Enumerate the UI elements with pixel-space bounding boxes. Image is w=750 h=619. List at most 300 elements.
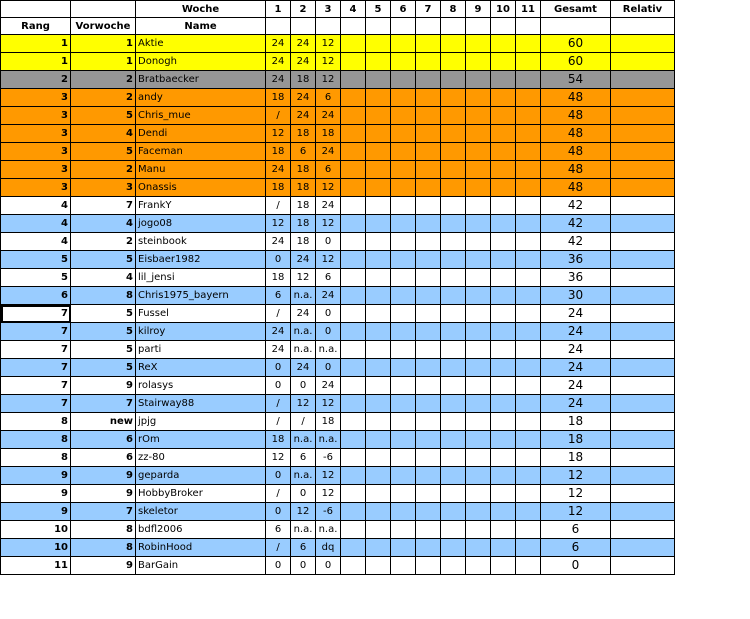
week-7-cell[interactable] — [416, 467, 441, 485]
week-1-cell[interactable]: 12 — [266, 449, 291, 467]
week-6-cell[interactable] — [391, 359, 416, 377]
header-week-1[interactable]: 1 — [266, 1, 291, 18]
week-5-cell[interactable] — [366, 431, 391, 449]
week-8-cell[interactable] — [441, 179, 466, 197]
relativ-cell[interactable] — [611, 359, 675, 377]
week-4-cell[interactable] — [341, 557, 366, 575]
week-2-cell[interactable]: n.a. — [291, 341, 316, 359]
header-vorwoche[interactable]: Vorwoche — [71, 18, 136, 35]
week-9-cell[interactable] — [466, 161, 491, 179]
week-8-cell[interactable] — [441, 143, 466, 161]
week-8-cell[interactable] — [441, 413, 466, 431]
week-9-cell[interactable] — [466, 359, 491, 377]
week-8-cell[interactable] — [441, 89, 466, 107]
week-3-cell[interactable]: 24 — [316, 143, 341, 161]
week-6-cell[interactable] — [391, 377, 416, 395]
week-9-cell[interactable] — [466, 305, 491, 323]
week-3-cell[interactable]: -6 — [316, 503, 341, 521]
relativ-cell[interactable] — [611, 413, 675, 431]
week-1-cell[interactable]: 24 — [266, 341, 291, 359]
week-10-cell[interactable] — [491, 323, 516, 341]
week-11-cell[interactable] — [516, 341, 541, 359]
week-4-cell[interactable] — [341, 323, 366, 341]
week-6-cell[interactable] — [391, 215, 416, 233]
week-4-cell[interactable] — [341, 305, 366, 323]
week-6-cell[interactable] — [391, 269, 416, 287]
rang-cell[interactable]: 7 — [1, 359, 71, 377]
rang-cell[interactable]: 5 — [1, 269, 71, 287]
vorwoche-cell[interactable]: 4 — [71, 125, 136, 143]
rang-cell[interactable]: 10 — [1, 539, 71, 557]
week-10-cell[interactable] — [491, 143, 516, 161]
header-cell-empty[interactable] — [1, 1, 71, 18]
week-1-cell[interactable]: 0 — [266, 251, 291, 269]
vorwoche-cell[interactable]: 2 — [71, 233, 136, 251]
week-7-cell[interactable] — [416, 71, 441, 89]
week-5-cell[interactable] — [366, 179, 391, 197]
week-9-cell[interactable] — [466, 107, 491, 125]
week-11-cell[interactable] — [516, 359, 541, 377]
rang-cell[interactable]: 9 — [1, 485, 71, 503]
week-9-cell[interactable] — [466, 521, 491, 539]
week-4-cell[interactable] — [341, 179, 366, 197]
relativ-cell[interactable] — [611, 323, 675, 341]
week-1-cell[interactable]: 18 — [266, 89, 291, 107]
name-cell[interactable]: jogo08 — [136, 215, 266, 233]
vorwoche-cell[interactable]: 5 — [71, 341, 136, 359]
name-cell[interactable]: Eisbaer1982 — [136, 251, 266, 269]
week-1-cell[interactable]: / — [266, 413, 291, 431]
week-4-cell[interactable] — [341, 233, 366, 251]
week-3-cell[interactable]: 6 — [316, 161, 341, 179]
week-3-cell[interactable]: 24 — [316, 377, 341, 395]
week-5-cell[interactable] — [366, 359, 391, 377]
relativ-cell[interactable] — [611, 35, 675, 53]
week-6-cell[interactable] — [391, 143, 416, 161]
week-2-cell[interactable]: 24 — [291, 89, 316, 107]
relativ-cell[interactable] — [611, 269, 675, 287]
header-week-4[interactable]: 4 — [341, 1, 366, 18]
week-5-cell[interactable] — [366, 557, 391, 575]
week-11-cell[interactable] — [516, 161, 541, 179]
week-7-cell[interactable] — [416, 413, 441, 431]
week-5-cell[interactable] — [366, 413, 391, 431]
week-2-cell[interactable]: n.a. — [291, 467, 316, 485]
vorwoche-cell[interactable]: 5 — [71, 143, 136, 161]
relativ-cell[interactable] — [611, 107, 675, 125]
week-10-cell[interactable] — [491, 467, 516, 485]
week-10-cell[interactable] — [491, 35, 516, 53]
name-cell[interactable]: Chris_mue — [136, 107, 266, 125]
week-5-cell[interactable] — [366, 467, 391, 485]
header-cell-empty[interactable] — [516, 18, 541, 35]
gesamt-cell[interactable]: 24 — [541, 341, 611, 359]
week-10-cell[interactable] — [491, 251, 516, 269]
rang-cell[interactable]: 9 — [1, 503, 71, 521]
name-cell[interactable]: rOm — [136, 431, 266, 449]
week-3-cell[interactable]: 12 — [316, 485, 341, 503]
week-11-cell[interactable] — [516, 215, 541, 233]
week-10-cell[interactable] — [491, 305, 516, 323]
week-6-cell[interactable] — [391, 557, 416, 575]
week-3-cell[interactable]: 0 — [316, 557, 341, 575]
rang-cell[interactable]: 1 — [1, 35, 71, 53]
gesamt-cell[interactable]: 42 — [541, 215, 611, 233]
week-11-cell[interactable] — [516, 143, 541, 161]
week-11-cell[interactable] — [516, 413, 541, 431]
week-9-cell[interactable] — [466, 287, 491, 305]
week-2-cell[interactable]: 18 — [291, 215, 316, 233]
week-9-cell[interactable] — [466, 215, 491, 233]
vorwoche-cell[interactable]: 4 — [71, 269, 136, 287]
week-8-cell[interactable] — [441, 125, 466, 143]
rang-cell[interactable]: 3 — [1, 107, 71, 125]
week-9-cell[interactable] — [466, 539, 491, 557]
week-3-cell[interactable]: 0 — [316, 323, 341, 341]
relativ-cell[interactable] — [611, 341, 675, 359]
week-9-cell[interactable] — [466, 125, 491, 143]
week-3-cell[interactable]: n.a. — [316, 431, 341, 449]
week-6-cell[interactable] — [391, 341, 416, 359]
week-2-cell[interactable]: 0 — [291, 557, 316, 575]
week-3-cell[interactable]: 12 — [316, 53, 341, 71]
week-11-cell[interactable] — [516, 323, 541, 341]
week-10-cell[interactable] — [491, 107, 516, 125]
header-week-5[interactable]: 5 — [366, 1, 391, 18]
week-11-cell[interactable] — [516, 431, 541, 449]
week-5-cell[interactable] — [366, 377, 391, 395]
week-2-cell[interactable]: 18 — [291, 125, 316, 143]
vorwoche-cell[interactable]: 7 — [71, 197, 136, 215]
rang-cell[interactable]: 5 — [1, 251, 71, 269]
week-7-cell[interactable] — [416, 89, 441, 107]
week-8-cell[interactable] — [441, 35, 466, 53]
header-cell-empty[interactable] — [366, 18, 391, 35]
gesamt-cell[interactable]: 48 — [541, 161, 611, 179]
week-3-cell[interactable]: 24 — [316, 107, 341, 125]
week-1-cell[interactable]: 0 — [266, 359, 291, 377]
rang-cell[interactable]: 6 — [1, 287, 71, 305]
header-name[interactable]: Name — [136, 18, 266, 35]
week-7-cell[interactable] — [416, 431, 441, 449]
week-7-cell[interactable] — [416, 485, 441, 503]
name-cell[interactable]: HobbyBroker — [136, 485, 266, 503]
relativ-cell[interactable] — [611, 521, 675, 539]
week-4-cell[interactable] — [341, 197, 366, 215]
week-1-cell[interactable]: / — [266, 395, 291, 413]
week-5-cell[interactable] — [366, 323, 391, 341]
week-8-cell[interactable] — [441, 269, 466, 287]
week-2-cell[interactable]: 6 — [291, 449, 316, 467]
week-11-cell[interactable] — [516, 251, 541, 269]
rang-cell[interactable]: 3 — [1, 179, 71, 197]
week-10-cell[interactable] — [491, 161, 516, 179]
week-1-cell[interactable]: / — [266, 305, 291, 323]
week-1-cell[interactable]: 24 — [266, 35, 291, 53]
week-7-cell[interactable] — [416, 269, 441, 287]
name-cell[interactable]: Faceman — [136, 143, 266, 161]
rang-cell[interactable]: 3 — [1, 143, 71, 161]
week-3-cell[interactable]: n.a. — [316, 341, 341, 359]
week-1-cell[interactable]: 24 — [266, 71, 291, 89]
name-cell[interactable]: RobinHood — [136, 539, 266, 557]
week-3-cell[interactable]: 18 — [316, 413, 341, 431]
week-3-cell[interactable]: 24 — [316, 287, 341, 305]
rang-cell[interactable]: 7 — [1, 305, 71, 323]
week-2-cell[interactable]: 0 — [291, 485, 316, 503]
name-cell[interactable]: Aktie — [136, 35, 266, 53]
week-10-cell[interactable] — [491, 179, 516, 197]
week-8-cell[interactable] — [441, 305, 466, 323]
gesamt-cell[interactable]: 18 — [541, 431, 611, 449]
week-6-cell[interactable] — [391, 251, 416, 269]
rang-cell[interactable]: 9 — [1, 467, 71, 485]
week-9-cell[interactable] — [466, 467, 491, 485]
week-8-cell[interactable] — [441, 197, 466, 215]
gesamt-cell[interactable]: 48 — [541, 107, 611, 125]
week-8-cell[interactable] — [441, 449, 466, 467]
week-3-cell[interactable]: -6 — [316, 449, 341, 467]
gesamt-cell[interactable]: 6 — [541, 521, 611, 539]
week-6-cell[interactable] — [391, 503, 416, 521]
gesamt-cell[interactable]: 54 — [541, 71, 611, 89]
week-8-cell[interactable] — [441, 485, 466, 503]
week-4-cell[interactable] — [341, 35, 366, 53]
week-10-cell[interactable] — [491, 557, 516, 575]
week-2-cell[interactable]: 24 — [291, 107, 316, 125]
header-week-3[interactable]: 3 — [316, 1, 341, 18]
week-11-cell[interactable] — [516, 197, 541, 215]
header-week-8[interactable]: 8 — [441, 1, 466, 18]
week-4-cell[interactable] — [341, 215, 366, 233]
week-3-cell[interactable]: 18 — [316, 125, 341, 143]
name-cell[interactable]: jpjg — [136, 413, 266, 431]
week-6-cell[interactable] — [391, 323, 416, 341]
week-11-cell[interactable] — [516, 35, 541, 53]
week-8-cell[interactable] — [441, 161, 466, 179]
week-6-cell[interactable] — [391, 521, 416, 539]
relativ-cell[interactable] — [611, 53, 675, 71]
week-10-cell[interactable] — [491, 215, 516, 233]
week-3-cell[interactable]: 0 — [316, 305, 341, 323]
header-relativ[interactable]: Relativ — [611, 1, 675, 18]
gesamt-cell[interactable]: 24 — [541, 395, 611, 413]
vorwoche-cell[interactable]: 4 — [71, 215, 136, 233]
week-8-cell[interactable] — [441, 431, 466, 449]
week-5-cell[interactable] — [366, 71, 391, 89]
week-2-cell[interactable]: 24 — [291, 305, 316, 323]
week-9-cell[interactable] — [466, 323, 491, 341]
week-9-cell[interactable] — [466, 251, 491, 269]
week-9-cell[interactable] — [466, 431, 491, 449]
gesamt-cell[interactable]: 12 — [541, 503, 611, 521]
week-10-cell[interactable] — [491, 503, 516, 521]
week-3-cell[interactable]: 12 — [316, 179, 341, 197]
week-11-cell[interactable] — [516, 233, 541, 251]
week-5-cell[interactable] — [366, 89, 391, 107]
week-1-cell[interactable]: 12 — [266, 125, 291, 143]
week-5-cell[interactable] — [366, 125, 391, 143]
header-cell-empty[interactable] — [316, 18, 341, 35]
week-8-cell[interactable] — [441, 377, 466, 395]
week-8-cell[interactable] — [441, 359, 466, 377]
name-cell[interactable]: ReX — [136, 359, 266, 377]
gesamt-cell[interactable]: 60 — [541, 53, 611, 71]
week-7-cell[interactable] — [416, 197, 441, 215]
week-4-cell[interactable] — [341, 395, 366, 413]
week-3-cell[interactable]: 12 — [316, 35, 341, 53]
rang-cell[interactable]: 3 — [1, 89, 71, 107]
week-5-cell[interactable] — [366, 233, 391, 251]
week-3-cell[interactable]: dq — [316, 539, 341, 557]
week-9-cell[interactable] — [466, 449, 491, 467]
week-6-cell[interactable] — [391, 161, 416, 179]
week-6-cell[interactable] — [391, 485, 416, 503]
week-11-cell[interactable] — [516, 521, 541, 539]
header-cell-empty[interactable] — [71, 1, 136, 18]
name-cell[interactable]: Fussel — [136, 305, 266, 323]
vorwoche-cell[interactable]: 6 — [71, 431, 136, 449]
rang-cell[interactable]: 1 — [1, 53, 71, 71]
week-11-cell[interactable] — [516, 179, 541, 197]
week-2-cell[interactable]: 18 — [291, 71, 316, 89]
week-7-cell[interactable] — [416, 341, 441, 359]
week-7-cell[interactable] — [416, 233, 441, 251]
week-6-cell[interactable] — [391, 71, 416, 89]
week-8-cell[interactable] — [441, 323, 466, 341]
gesamt-cell[interactable]: 12 — [541, 467, 611, 485]
name-cell[interactable]: parti — [136, 341, 266, 359]
week-6-cell[interactable] — [391, 197, 416, 215]
week-10-cell[interactable] — [491, 71, 516, 89]
rang-cell[interactable]: 3 — [1, 125, 71, 143]
week-8-cell[interactable] — [441, 467, 466, 485]
week-4-cell[interactable] — [341, 359, 366, 377]
week-2-cell[interactable]: n.a. — [291, 323, 316, 341]
relativ-cell[interactable] — [611, 71, 675, 89]
week-1-cell[interactable]: / — [266, 107, 291, 125]
header-cell-empty[interactable] — [341, 18, 366, 35]
header-cell-empty[interactable] — [291, 18, 316, 35]
week-5-cell[interactable] — [366, 53, 391, 71]
header-gesamt[interactable]: Gesamt — [541, 1, 611, 18]
vorwoche-cell[interactable]: 2 — [71, 89, 136, 107]
week-7-cell[interactable] — [416, 251, 441, 269]
week-5-cell[interactable] — [366, 269, 391, 287]
week-7-cell[interactable] — [416, 305, 441, 323]
week-10-cell[interactable] — [491, 377, 516, 395]
gesamt-cell[interactable]: 0 — [541, 557, 611, 575]
week-8-cell[interactable] — [441, 215, 466, 233]
relativ-cell[interactable] — [611, 557, 675, 575]
gesamt-cell[interactable]: 30 — [541, 287, 611, 305]
week-8-cell[interactable] — [441, 71, 466, 89]
name-cell[interactable]: rolasys — [136, 377, 266, 395]
week-2-cell[interactable]: n.a. — [291, 431, 316, 449]
gesamt-cell[interactable]: 48 — [541, 125, 611, 143]
week-7-cell[interactable] — [416, 35, 441, 53]
rang-cell[interactable]: 7 — [1, 377, 71, 395]
relativ-cell[interactable] — [611, 377, 675, 395]
week-9-cell[interactable] — [466, 233, 491, 251]
week-10-cell[interactable] — [491, 395, 516, 413]
week-8-cell[interactable] — [441, 251, 466, 269]
week-8-cell[interactable] — [441, 341, 466, 359]
week-11-cell[interactable] — [516, 485, 541, 503]
week-11-cell[interactable] — [516, 53, 541, 71]
week-11-cell[interactable] — [516, 449, 541, 467]
week-7-cell[interactable] — [416, 539, 441, 557]
week-1-cell[interactable]: 24 — [266, 323, 291, 341]
name-cell[interactable]: kilroy — [136, 323, 266, 341]
header-week-10[interactable]: 10 — [491, 1, 516, 18]
week-9-cell[interactable] — [466, 485, 491, 503]
vorwoche-cell[interactable]: 1 — [71, 53, 136, 71]
week-2-cell[interactable]: 6 — [291, 143, 316, 161]
relativ-cell[interactable] — [611, 467, 675, 485]
header-cell-empty[interactable] — [441, 18, 466, 35]
week-1-cell[interactable]: 6 — [266, 521, 291, 539]
week-9-cell[interactable] — [466, 395, 491, 413]
week-5-cell[interactable] — [366, 161, 391, 179]
week-10-cell[interactable] — [491, 341, 516, 359]
vorwoche-cell[interactable]: 2 — [71, 161, 136, 179]
week-11-cell[interactable] — [516, 305, 541, 323]
week-2-cell[interactable]: 0 — [291, 377, 316, 395]
week-1-cell[interactable]: 0 — [266, 503, 291, 521]
week-3-cell[interactable]: 0 — [316, 233, 341, 251]
week-7-cell[interactable] — [416, 557, 441, 575]
vorwoche-cell[interactable]: new — [71, 413, 136, 431]
gesamt-cell[interactable]: 6 — [541, 539, 611, 557]
relativ-cell[interactable] — [611, 485, 675, 503]
vorwoche-cell[interactable]: 8 — [71, 521, 136, 539]
week-4-cell[interactable] — [341, 431, 366, 449]
gesamt-cell[interactable]: 12 — [541, 485, 611, 503]
week-11-cell[interactable] — [516, 287, 541, 305]
week-7-cell[interactable] — [416, 395, 441, 413]
header-week-2[interactable]: 2 — [291, 1, 316, 18]
gesamt-cell[interactable]: 42 — [541, 197, 611, 215]
week-8-cell[interactable] — [441, 503, 466, 521]
week-11-cell[interactable] — [516, 269, 541, 287]
week-10-cell[interactable] — [491, 287, 516, 305]
week-3-cell[interactable]: 0 — [316, 359, 341, 377]
header-cell-empty[interactable] — [391, 18, 416, 35]
week-2-cell[interactable]: 18 — [291, 197, 316, 215]
gesamt-cell[interactable]: 24 — [541, 377, 611, 395]
week-9-cell[interactable] — [466, 143, 491, 161]
gesamt-cell[interactable]: 36 — [541, 251, 611, 269]
rang-cell[interactable]: 8 — [1, 413, 71, 431]
week-6-cell[interactable] — [391, 449, 416, 467]
week-11-cell[interactable] — [516, 377, 541, 395]
week-4-cell[interactable] — [341, 467, 366, 485]
week-4-cell[interactable] — [341, 251, 366, 269]
week-2-cell[interactable]: 6 — [291, 539, 316, 557]
relativ-cell[interactable] — [611, 503, 675, 521]
week-1-cell[interactable]: 18 — [266, 143, 291, 161]
week-1-cell[interactable]: 6 — [266, 287, 291, 305]
name-cell[interactable]: lil_jensi — [136, 269, 266, 287]
week-2-cell[interactable]: 18 — [291, 233, 316, 251]
week-6-cell[interactable] — [391, 107, 416, 125]
header-cell-empty[interactable] — [541, 18, 611, 35]
week-4-cell[interactable] — [341, 377, 366, 395]
week-8-cell[interactable] — [441, 539, 466, 557]
week-5-cell[interactable] — [366, 143, 391, 161]
name-cell[interactable]: Onassis — [136, 179, 266, 197]
